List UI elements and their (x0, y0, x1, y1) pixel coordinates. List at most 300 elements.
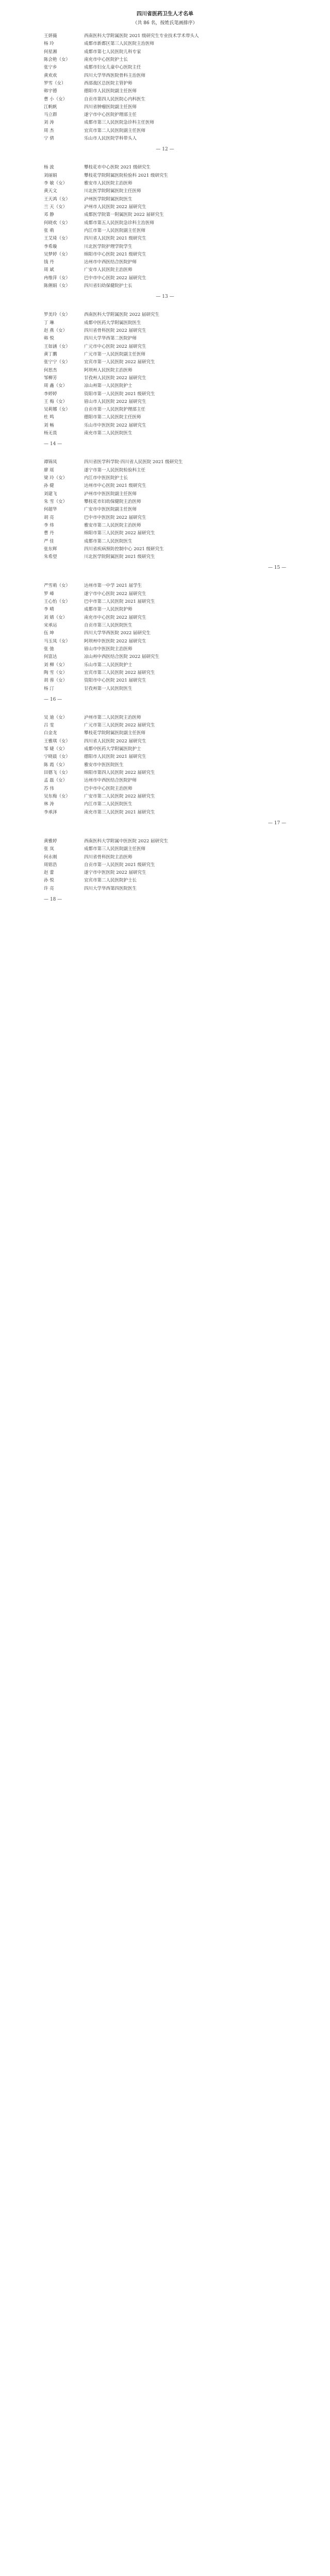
person-description: 达州市中西医结合医院护师 (84, 260, 137, 265)
person-name: 朱希望 (44, 554, 57, 560)
person-name: 罗 峰 (44, 591, 54, 597)
person-description: 成都中医药大学附属医院护士 (84, 747, 141, 752)
person-description: 攀枝花市中心医院 2021 级研究生 (84, 165, 151, 171)
page-number: — 12 — (156, 147, 174, 152)
person-description: 自贡市第四人民医院心内科医生 (84, 96, 146, 102)
person-description: 甘孜州第一人民医院医生 (84, 686, 133, 691)
person-description: 攀枝花学院附属医院检验科 2021 级研究生 (84, 173, 169, 178)
list-item (44, 120, 286, 126)
person-name: 梁 玲（女） (44, 476, 68, 481)
person-name: 张宁乡 (44, 65, 57, 71)
person-name: 王雅琪（女） (44, 738, 71, 744)
person-name: 刘建飞 (44, 491, 57, 497)
list-item (44, 328, 286, 334)
person-name: 王如涵（女） (44, 344, 71, 349)
list-item (44, 730, 286, 736)
list-item (44, 430, 286, 436)
person-name: 周 鑫（女） (44, 383, 68, 389)
list-item (44, 196, 286, 202)
person-description: 南充市第二人民医院医生 (84, 431, 133, 436)
person-description: 巴中市第二人民医院 2021 届研究生 (84, 599, 155, 605)
person-name: 李 敏（女） (44, 181, 68, 186)
list-item (44, 359, 286, 365)
person-description: 广元市中心医院 2022 届研究生 (84, 344, 146, 349)
person-name: 陈俐娟（女） (44, 283, 71, 289)
person-description: 德阳市人民医院 2021 届研究生 (84, 754, 146, 760)
list-item (44, 854, 286, 860)
person-name: 冉维萍（女） (44, 275, 71, 281)
page-number: — 18 — (44, 897, 62, 903)
list-item (44, 838, 286, 844)
list-item (44, 622, 286, 629)
list-item (44, 499, 286, 505)
list-item (44, 212, 286, 218)
page-number: — 14 — (44, 442, 62, 447)
person-name: 伍 坤 (44, 631, 54, 636)
person-description: 成都市妇女儿童中心医院主任 (84, 65, 141, 71)
person-description: 宜宾市第三人民医院 2022 届研究生 (84, 670, 155, 675)
person-description: 自贡市第一人民医院 2021 级研究生 (84, 862, 155, 868)
person-name: 刘 柳（女） (44, 662, 68, 668)
list-item (44, 530, 286, 536)
list-item (44, 64, 286, 71)
person-description: 绵阳市第四人民医院 2022 届研究生 (84, 770, 155, 775)
person-name: 韩宇德 (44, 89, 57, 94)
list-item (44, 686, 286, 692)
person-name: 张 弛 (44, 646, 54, 652)
person-description: 西南医科大学附属医院 2021 级研究生专业技术学术带头人 (84, 33, 199, 39)
person-description: 绵阳市第三人民医院 2022 届研究生 (84, 531, 155, 536)
person-description: 四川省人民医院 2021 级研究生 (84, 236, 146, 242)
page-number: — 13 — (156, 294, 174, 300)
person-name: 赵 蕾 (44, 870, 54, 876)
list-item (44, 188, 286, 194)
person-name: 何思杰 (44, 367, 57, 373)
person-name: 吴梦婷（女） (44, 251, 71, 257)
person-description: 攀枝花市妇幼保健院主治医师 (84, 499, 141, 504)
list-item (44, 886, 286, 892)
person-description: 阿坝州中医医院 2022 届研究生 (84, 638, 146, 644)
page-number: — 16 — (44, 697, 62, 702)
list-item (44, 606, 286, 613)
person-description: 西南医科大学附属中医医院 2022 届研究生 (84, 838, 169, 844)
person-name: 白金龙 (44, 731, 57, 736)
page-number: — 15 — (268, 565, 286, 571)
person-description: 雅安市人民医院主治医师 (84, 181, 133, 186)
list-item (44, 228, 286, 234)
person-description: 达州市第一中学 2021 届学生 (84, 583, 142, 589)
person-name: 孙 悦 (44, 878, 54, 884)
person-name: 李 晴 (44, 607, 54, 613)
person-name: 曹 丹 (44, 531, 54, 536)
person-name: 丁 琳 (44, 320, 54, 326)
person-description: 南充市第三人民医院 2021 届研究生 (84, 809, 155, 815)
person-description: 自贡市第三人民医院医生 (84, 623, 133, 628)
person-description: 四川省骨科医院 2022 届研究生 (84, 328, 146, 333)
document-subtitle: （共 86 名，按姓氏笔画排序） (133, 21, 197, 26)
person-description: 遂宁市中心医院 2022 届研究生 (84, 591, 146, 597)
page-block (44, 164, 286, 312)
person-name: 邹 婕（女） (44, 747, 68, 752)
list-item (44, 467, 286, 473)
list-item (44, 180, 286, 187)
person-description: 眉山市中医医院主治医师 (84, 646, 133, 652)
person-description: 川北医学院附属医院 2021 级研究生 (84, 554, 155, 560)
list-item (44, 88, 286, 94)
person-name: 何晓欢（女） (44, 220, 71, 226)
person-description: 凉山州第一人民医院护士 (84, 383, 133, 389)
person-name: 李婷婷 (44, 391, 57, 397)
page-number: — 17 — (268, 820, 286, 826)
person-description: 四川大学华西第二医院护师 (84, 336, 137, 342)
list-item (44, 164, 286, 171)
list-item (44, 583, 286, 589)
person-description: 甘孜州人民医院 2022 届研究生 (84, 375, 146, 381)
person-description: 广元市第三人民医院 2022 届研究生 (84, 723, 155, 728)
person-name: 赵 燕（女） (44, 328, 68, 333)
list-item (44, 554, 286, 560)
list-item (44, 104, 286, 110)
person-name: 杨 玲 (44, 41, 54, 47)
list-item (44, 275, 286, 281)
person-description: 成都市第七人民医院儿科专家 (84, 49, 141, 55)
person-description: 眉山市人民医院 2022 届研究生 (84, 399, 146, 404)
person-name: 王心怡（女） (44, 599, 71, 605)
person-description: 阿坝州人民医院主治医师 (84, 367, 133, 373)
person-name: 江帆帆 (44, 104, 57, 110)
page-block (44, 312, 286, 459)
page-gap (44, 911, 286, 914)
list-item (44, 351, 286, 358)
person-name: 宋承运 (44, 623, 57, 628)
list-item (44, 846, 286, 852)
document-sheet (44, 4, 286, 914)
person-description: 乐山市中医医院 2022 届研究生 (84, 422, 146, 428)
person-name: 王艾琦（女） (44, 236, 71, 242)
person-description: 遂宁市中医医院 2022 届研究生 (84, 870, 146, 876)
person-name: 许 亮 (44, 886, 54, 891)
list-item (44, 399, 286, 405)
person-description: 南充市中心医院护士长 (84, 57, 128, 62)
list-item (44, 475, 286, 481)
person-name: 刘 婧（女） (44, 615, 68, 620)
list-item (44, 312, 286, 318)
list-item (44, 538, 286, 545)
list-item (44, 654, 286, 660)
list-item (44, 491, 286, 497)
list-item (44, 646, 286, 652)
list-item (44, 870, 286, 876)
list-item (44, 809, 286, 816)
list-item (44, 715, 286, 721)
list-item (44, 662, 286, 668)
person-name: 孟 磊（女） (44, 778, 68, 784)
person-description: 南充市中心医院 2022 届研究生 (84, 615, 146, 620)
person-description: 成都中医药大学附属医院医生 (84, 320, 141, 326)
list-item (44, 862, 286, 868)
person-name: 杨 汀 (44, 686, 54, 691)
person-description: 泸州市中医医院副主任医师 (84, 491, 137, 497)
list-item (44, 283, 286, 289)
person-description: 泸州市人民医院 2022 届研究生 (84, 204, 146, 210)
person-name: 何超华 (44, 507, 57, 513)
person-name: 马玉凤（女） (44, 638, 71, 644)
list-item (44, 57, 286, 63)
page-block (44, 838, 286, 914)
person-name: 吴莉娜（女） (44, 407, 71, 413)
list-item (44, 801, 286, 807)
person-description: 乐山市人民医院学科带头人 (84, 136, 137, 142)
person-description: 达州市中心医院 2021 级研究生 (84, 483, 146, 489)
person-name: 张 岚 (44, 846, 54, 852)
person-description: 资阳市第一人民医院 2021 级研究生 (84, 391, 155, 397)
person-name: 苏 伟 (44, 786, 54, 791)
person-name: 谭锦凤 (44, 460, 57, 465)
person-description: 内江市第二人民医院医生 (84, 802, 133, 807)
list-item (44, 738, 286, 744)
person-name: 黄丁鹏 (44, 351, 57, 357)
person-name: 陶 雪（女） (44, 670, 68, 675)
person-name: 李希璇 (44, 244, 57, 249)
person-name: 刘 畅 (44, 422, 54, 428)
person-name: 罗美玲（女） (44, 312, 71, 318)
person-name: 韩 悦 (44, 336, 54, 342)
list-item (44, 383, 286, 389)
list-item (44, 615, 286, 621)
list-item (44, 599, 286, 605)
list-item (44, 259, 286, 265)
list-item (44, 135, 286, 142)
page-block (44, 583, 286, 714)
person-description: 泸州市第二人民医院主治医师 (84, 715, 141, 720)
list-item (44, 80, 286, 87)
person-name: 何永刚 (44, 854, 57, 860)
person-name: 刘 涛 (44, 120, 54, 126)
page-block (44, 459, 286, 583)
person-description: 攀枝花学院附属医院副主任医师 (84, 731, 146, 736)
list-item (44, 793, 286, 800)
person-name: 严雪萌（女） (44, 583, 71, 589)
list-item (44, 96, 286, 103)
document-page (0, 0, 330, 914)
list-item (44, 638, 286, 645)
list-item (44, 754, 286, 760)
person-name: 杨无畏 (44, 431, 57, 436)
person-name: 吴 迪（女） (44, 715, 68, 720)
person-description: 成都市第二人民医院医生 (84, 538, 133, 544)
person-name: 王妍薇 (44, 33, 57, 39)
person-description: 内江市中医医院护士长 (84, 476, 128, 481)
person-name: 林 涛 (44, 802, 54, 807)
person-description: 四川大学华西医院 2022 届研究生 (84, 631, 151, 636)
person-name: 陈会艳（女） (44, 57, 71, 62)
list-item (44, 73, 286, 79)
list-item (44, 33, 286, 39)
person-name: 何星湘 (44, 49, 57, 55)
person-description: 达州市中西医结合医院护师 (84, 778, 137, 784)
person-description: 成都市第三人民医院副主任医师 (84, 846, 146, 852)
person-description: 宜宾市第二人民医院副主任医师 (84, 128, 146, 133)
list-item (44, 367, 286, 374)
person-description: 德阳市人民医院副主任医师 (84, 89, 137, 94)
person-description: 巴中市中心医院主治医师 (84, 786, 133, 791)
person-name: 李承泽 (44, 809, 57, 815)
person-name: 周铭浩 (44, 862, 57, 868)
top-margin (0, 0, 330, 4)
person-name: 邹柳芳 (44, 375, 57, 381)
person-name: 杜 鸣 (44, 415, 54, 420)
person-description: 遂宁市中心医院护理部主任 (84, 112, 137, 118)
person-name: 张宁宁（女） (44, 360, 71, 365)
person-description: 巴中市中心医院 2022 届研究生 (84, 275, 146, 281)
person-description: 内江市第一人民医院副主任医师 (84, 228, 146, 233)
person-name: 马立群 (44, 112, 57, 118)
person-name: 钱 丹 (44, 260, 54, 265)
person-name: 周 斌 (44, 267, 54, 273)
person-name: 田德飞（女） (44, 770, 71, 775)
person-description: 凉山州中西医结合医院 2022 届研究生 (84, 654, 160, 660)
person-name: 杨 波 (44, 165, 54, 171)
list-item (44, 515, 286, 521)
person-name: 黄雅婷 (44, 838, 57, 844)
person-description: 四川省骨科医院主治医师 (84, 854, 133, 860)
person-description: 雅安市中医医院医生 (84, 762, 124, 768)
person-description: 乐山市第二人民医院护士 (84, 662, 133, 668)
person-name: 宁晓晨（女） (44, 754, 71, 760)
person-description: 成都市新都区第三人民医院主治医师 (84, 41, 155, 47)
list-item (44, 677, 286, 684)
person-description: 四川省人民医院 2022 届研究生 (84, 738, 146, 744)
list-item (44, 344, 286, 350)
list-item (44, 786, 286, 792)
list-item (44, 630, 286, 636)
pages-container (44, 33, 286, 914)
page-block (44, 33, 286, 164)
list-item (44, 670, 286, 676)
person-name: 李 炜 (44, 522, 54, 528)
list-item (44, 335, 286, 342)
person-name: 何富达 (44, 654, 57, 660)
person-description: 四川大学华西医院骨科主治医师 (84, 73, 146, 78)
person-name: 廖 瑶 (44, 467, 54, 473)
person-name: 孙 健 (44, 483, 54, 489)
person-description: 成都医学院第一附属医院 2022 届研究生 (84, 212, 164, 218)
list-item (44, 483, 286, 489)
person-description: 广安市人民医院主治医师 (84, 267, 133, 273)
person-name: 胡 蓉（女） (44, 678, 68, 684)
person-name: 刘丽娟 (44, 173, 57, 178)
person-description: 成都市第一人民医院护师 (84, 607, 133, 613)
person-description: 成都市第五人民医院急诊科主治医师 (84, 220, 155, 226)
person-description: 川北医学院附属医院主任医师 (84, 189, 141, 194)
person-name: 张 萌 (44, 228, 54, 233)
list-item (44, 414, 286, 420)
list-item (44, 762, 286, 768)
list-item (44, 722, 286, 728)
person-description: 西南医科大学附属医院 2022 届研究生 (84, 312, 160, 318)
document-title: 四川省医药卫生人才名单 (137, 11, 193, 17)
person-description: 绵阳市中心医院 2021 级研究生 (84, 251, 146, 257)
person-name: 吴东梅（女） (44, 793, 71, 799)
person-description: 遂宁市第一人民医院检验科主任 (84, 467, 146, 473)
person-name: 曹 小（女） (44, 96, 68, 102)
person-name: 王 梅（女） (44, 399, 68, 404)
person-name: 王天鸿（女） (44, 196, 71, 202)
person-description: 西部战区总医院主管护师 (84, 80, 133, 86)
list-item (44, 546, 286, 552)
person-description: 四川省肿瘤医院副主任医师 (84, 104, 137, 110)
list-item (44, 877, 286, 884)
list-item (44, 173, 286, 179)
list-item (44, 251, 286, 258)
person-name: 张东辉 (44, 546, 57, 552)
list-item (44, 267, 286, 273)
person-description: 宜宾市第一人民医院 2022 届研究生 (84, 360, 155, 365)
list-item (44, 777, 286, 784)
list-item (44, 128, 286, 134)
person-name: 朱 雪（女） (44, 499, 68, 504)
person-name: 周 杰 (44, 128, 54, 133)
person-description: 宜宾市第二人民医院护士长 (84, 878, 137, 884)
list-item (44, 204, 286, 210)
list-item (44, 244, 286, 250)
person-description: 广安市第二人民医院 2022 届研究生 (84, 793, 155, 799)
list-item (44, 220, 286, 226)
person-name: 胡 亮 (44, 515, 54, 520)
person-description: 四川省医学科学院·四川省人民医院 2021 级研究生 (84, 460, 183, 465)
list-item (44, 112, 286, 118)
list-item (44, 235, 286, 242)
person-description: 四川省妇幼保健院护士长 (84, 283, 133, 289)
person-name: 黄欢欢 (44, 73, 57, 78)
list-item (44, 406, 286, 413)
person-name: 邓 静 (44, 212, 54, 218)
person-name: 兰 天（女） (44, 204, 68, 210)
person-name: 吕 雯 (44, 723, 54, 728)
list-item (44, 770, 286, 776)
page-block (44, 715, 286, 838)
person-name: 罗雪（女） (44, 80, 66, 86)
person-description: 川北医学院护理学院学生 (84, 244, 133, 249)
person-name: 严 佳 (44, 538, 54, 544)
person-description: 四川省疾病预防控制中心 2021 级研究生 (84, 546, 164, 552)
person-description: 泸州医学院附属医院医生 (84, 196, 133, 202)
list-item (44, 459, 286, 465)
list-item (44, 506, 286, 513)
list-item (44, 41, 286, 47)
list-item (44, 391, 286, 397)
person-description: 雅安市第二人民医院主治医师 (84, 522, 141, 528)
list-item (44, 422, 286, 429)
list-item (44, 49, 286, 55)
person-description: 成都市第三人民医院急诊科主任医师 (84, 120, 155, 126)
person-description: 资阳市中心医院 2021 届研究生 (84, 678, 146, 684)
list-item (44, 591, 286, 597)
person-description: 巴中市中医医院 2022 届研究生 (84, 515, 146, 520)
person-name: 宁 倩 (44, 136, 54, 142)
person-description: 广安市中医医院副主任医师 (84, 507, 137, 513)
person-name: 陈 霞（女） (44, 762, 68, 768)
list-item (44, 375, 286, 381)
list-item (44, 746, 286, 752)
person-description: 广元市第一人民医院副主任医师 (84, 351, 146, 357)
person-description: 自贡市第一人民医院护理部主任 (84, 407, 146, 413)
person-name: 黄天文 (44, 189, 57, 194)
person-description: 四川大学华西第四医院医生 (84, 886, 137, 891)
list-item (44, 522, 286, 529)
list-item (44, 320, 286, 326)
person-description: 德阳市第二人民医院主任医师 (84, 415, 141, 420)
